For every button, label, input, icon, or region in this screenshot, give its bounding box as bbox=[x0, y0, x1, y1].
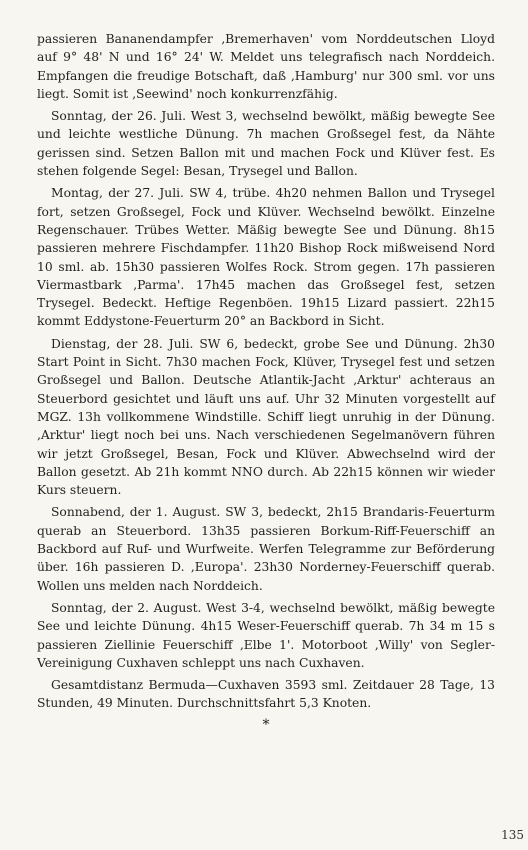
section-separator: * bbox=[262, 716, 270, 733]
book-page bbox=[37, 30, 495, 820]
paragraph-tuesday-28-july: Dienstag, der 28. Juli. SW 6, bedeckt, grobe See und Dünung. 2h30 Start Point in Sicht. 7h30 machen Fock, Klüver, Trysegel fest und setzen Großsegel und Ballon. Deutsche Atlantik-Jacht ‚Arktur' achteraus an Steuerbord gesichtet und läuft uns auf. Uhr 32 Minuten vorgestellt auf MGZ. 13h vollkommene Windstille. Schiff liegt unruhig in der Dünung. ‚Arktur' liegt noch bei uns. Nach verschiedenen Segelmanövern führen wir jetzt Großsegel, Besan, Fock und Klüver. Abwechselnd wird der Ballon gesetzt. Ab 21h kommt NNO durch. Ab 22h15 können wir wieder Kurs steuern. bbox=[37, 336, 495, 498]
paragraph-sunday-26-july: Sonntag, der 26. Juli. West 3, wechselnd bewölkt, mäßig bewegte See und leichte westliche Dünung. 7h machen Großsegel fest, da Nähte gerissen sind. Setzen Ballon mit und machen Fock und Klüver fest. Es stehen folgende Segel: Besan, Trysegel und Ballon. bbox=[37, 109, 495, 179]
page-number: 135 bbox=[501, 828, 524, 842]
paragraph-1: passieren Bananendampfer ‚Bremerhaven' vom Norddeutschen Lloyd auf 9° 48' N und 16° 24' W. Meldet uns telegrafisch nach Norddeich. Empfangen die freudige Botschaft, daß ‚Hamburg' nur 300 sml. vor uns liegt. Somit ist ‚Seewind' noch konkurrenzfähig. bbox=[37, 32, 495, 101]
paragraph-total-distance: Gesamtdistanz Bermuda—Cuxhaven 3593 sml. Zeitdauer 28 Tage, 13 Stunden, 49 Minuten. Durchschnittsfahrt 5,3 Knoten. bbox=[37, 678, 495, 711]
paragraph-saturday-1-august: Sonnabend, der 1. August. SW 3, bedeckt, 2h15 Brandaris-Feuerturm querab an Steuerbord. 13h35 passieren Borkum-Riff-Feuerschiff an Backbord auf Ruf- und Wurfweite. Werfen Telegramme zur Beförderung über. 16h passieren D. ‚Europa'. 23h30 Norderney-Feuerschiff querab. Wollen uns melden nach Norddeich. bbox=[37, 505, 495, 593]
paragraph-sunday-2-august: Sonntag, der 2. August. West 3-4, wechselnd bewölkt, mäßig bewegte See und leichte Dünung. 4h15 Weser-Feuerschiff querab. 7h 34 m 15 s passieren Ziellinie Feuerschiff ‚Elbe 1'. Motorboot ‚Willy' von Segler-Vereinigung Cuxhaven schleppt uns nach Cuxhaven. bbox=[37, 600, 495, 670]
paragraph-monday-27-july: Montag, der 27. Juli. SW 4, trübe. 4h20 nehmen Ballon und Trysegel fort, setzen Großsegel, Fock und Klüver. Wechselnd bewölkt. Einzelne Regenschauer. Trübes Wetter. Mäßig bewegte See und Dünung. 8h15 passieren mehrere Fischdampfer. 11h20 Bishop Rock mißweisend Nord 10 sml. ab. 15h30 passieren Wolfes Rock. Strom gegen. 17h passieren Viermastbark ‚Parma'. 17h45 machen das Großsegel fest, setzen Trysegel. Bedeckt. Heftige Regenböen. 19h15 Lizard passiert. 22h15 kommt Eddystone-Feuerturm 20° an Backbord in Sicht. bbox=[37, 186, 495, 329]
